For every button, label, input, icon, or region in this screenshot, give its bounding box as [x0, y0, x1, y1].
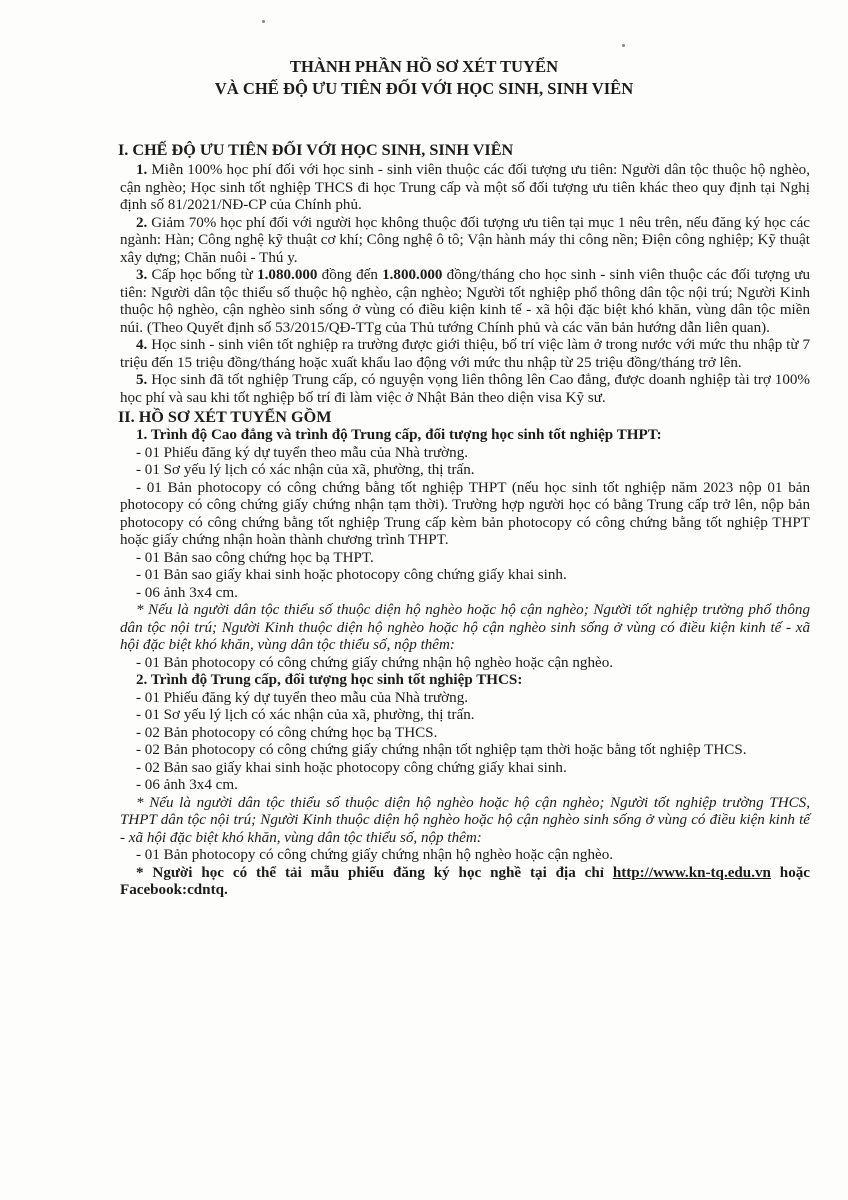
document-header: [0, 56, 848, 100]
item-number: 3.: [136, 267, 148, 283]
list-item: - 01 Bản sao giấy khai sinh hoặc photocopy công chứng giấy khai sinh.: [136, 567, 567, 583]
list-item: - 01 Phiếu đăng ký dự tuyển theo mẫu của Nhà trường.: [136, 689, 469, 706]
section1-item-3: [120, 267, 810, 337]
list-item: - 01 Bản photocopy có công chứng bằng tốt nghiệp THPT (nếu học sinh tốt nghiệp năm 2023 nộp 01 bản photocopy có công chứng giấy chứng nhận tạm thời). Trường hợp người học có bằng Trung cấp trở lên, nộp bản photocopy có công chứng bằng tốt nghiệp Trung cấp kèm bản photocopy có công chứng bằng tốt nghiệp THPT hoặc giấy chứng nhận hoàn thành chương trình THPT.: [120, 479, 810, 548]
list-item: - 01 Bản photocopy có công chứng giấy chứng nhận hộ nghèo hoặc cận nghèo.: [136, 847, 614, 863]
section1-item-5: [120, 372, 810, 407]
download-note: [120, 865, 810, 900]
list-item: - 01 Sơ yếu lý lịch có xác nhận của xã, phường, thị trấn.: [136, 707, 475, 723]
item-number: 2.: [136, 214, 148, 231]
scholarship-min: 1.080.000: [257, 267, 318, 283]
item-number: 5.: [136, 372, 148, 388]
list-item: - 02 Bản sao giấy khai sinh hoặc photocopy công chứng giấy khai sinh.: [136, 759, 567, 776]
list-item: - 01 Bản sao công chứng học bạ THPT.: [136, 549, 374, 566]
list-item: - 01 Phiếu đăng ký dự tuyển theo mẫu của Nhà trường.: [136, 444, 469, 461]
download-note-text: hoặc Facebook:cdntq.: [120, 864, 810, 898]
item-text: Học sinh đã tốt nghiệp Trung cấp, có nguyện vọng liên thông lên Cao đẳng, được doanh nghiệp tài trợ 100% học phí và sau khi tốt nghiệp bố trí đi làm việc ở Nhật Bản theo diện visa Kỹ sư.: [120, 372, 810, 406]
document-title-line1: THÀNH PHẦN HỒ SƠ XÉT TUYỂN: [289, 57, 559, 76]
sub2-note: * Nếu là người dân tộc thiểu số thuộc diện hộ nghèo hoặc hộ cận nghèo; Người tốt nghiệp trường THCS, THPT dân tộc nội trú; Người Kinh thuộc diện hộ nghèo hoặc hộ cận nghèo sinh sống ở vùng có điều kiện kinh tế - xã hội đặc biệt khó khăn, vùng dân tộc thiểu số, nộp thêm:: [120, 794, 810, 846]
section1-item-4: [120, 337, 810, 372]
document-body: [120, 140, 810, 900]
section1-item-1: [120, 162, 810, 215]
section1-heading: I. CHẾ ĐỘ ƯU TIÊN ĐỐI VỚI HỌC SINH, SINH VIÊN: [118, 141, 514, 159]
document-title-line2: VÀ CHẾ ĐỘ ƯU TIÊN ĐỐI VỚI HỌC SINH, SINH VIÊN: [214, 79, 634, 98]
download-note-text: * Người học có thể tải mẫu phiếu đăng ký học nghề tại địa chỉ: [136, 864, 613, 881]
item-text: Cấp học bổng từ: [147, 267, 258, 283]
list-item: - 01 Bản photocopy có công chứng giấy chứng nhận hộ nghèo hoặc cận nghèo.: [136, 654, 614, 671]
website-link[interactable]: http://www.kn-tq.edu.vn: [612, 864, 771, 881]
item-text: Miễn 100% học phí đối với học sinh - sinh viên thuộc các đối tượng ưu tiên: Người dân tộc thuộc hộ nghèo, cận nghèo; Học sinh tốt nghiệp THCS đi học Trung cấp và một số đối tượng ưu tiên khác theo quy định tại Nghị định số 81/2021/NĐ-CP của Chính phủ.: [120, 162, 810, 213]
item-text: đồng đến: [317, 267, 383, 283]
item-text: Giảm 70% học phí đối với người học không thuộc đối tượng ưu tiên tại mục 1 nêu trên, nếu đăng ký học các ngành: Hàn; Công nghệ kỹ thuật cơ khí; Công nghệ ô tô; Vận hành máy thi công nền; Điện công nghiệp; Kỹ thuật xây dựng; Chăn nuôi - Thú y.: [120, 214, 810, 266]
list-item: - 06 ảnh 3x4 cm.: [136, 584, 238, 601]
scholarship-max: 1.800.000: [382, 267, 443, 283]
list-item: - 01 Sơ yếu lý lịch có xác nhận của xã, phường, thị trấn.: [136, 462, 475, 478]
list-item: - 02 Bản photocopy có công chứng giấy chứng nhận tốt nghiệp tạm thời hoặc bằng tốt nghiệp THCS.: [136, 742, 747, 758]
sub2-heading: 2. Trình độ Trung cấp, đối tượng học sinh tốt nghiệp THCS:: [136, 672, 523, 688]
item-number: 4.: [136, 337, 148, 353]
item-number: 1.: [136, 162, 148, 178]
list-item: - 02 Bản photocopy có công chứng học bạ THCS.: [136, 724, 438, 741]
scan-speck: [622, 44, 625, 47]
scan-speck: [262, 20, 265, 23]
section1-item-2: [120, 215, 810, 268]
section2-heading: II. HỒ SƠ XÉT TUYỂN GỒM: [118, 408, 332, 426]
list-item: - 06 ảnh 3x4 cm.: [136, 777, 238, 793]
sub1-note: * Nếu là người dân tộc thiểu số thuộc diện hộ nghèo hoặc hộ cận nghèo; Người tốt nghiệp trường phổ thông dân tộc nội trú; Người Kinh thuộc diện hộ nghèo hoặc hộ cận nghèo sinh sống ở vùng có điều kiện kinh tế - xã hội đặc biệt khó khăn, vùng dân tộc thiểu số, nộp thêm:: [120, 602, 810, 653]
item-text: đồng/tháng cho học sinh - sinh viên thuộc các đối tượng ưu tiên: Người dân tộc thiểu số thuộc hộ nghèo, cận nghèo; Người tốt nghiệp phổ thông dân tộc nội trú; Người Kinh thuộc hộ nghèo, cận nghèo sinh sống ở vùng có điều kiện kinh tế - xã hội đặc biệt khó khăn, vùng dân tộc miền núi. (Theo Quyết định số 53/2015/QĐ-TTg của Thủ tướng Chính phủ và các văn bản hướng dẫn liên quan).: [120, 267, 810, 336]
sub1-heading: 1. Trình độ Cao đẳng và trình độ Trung cấp, đối tượng học sinh tốt nghiệp THPT:: [136, 427, 662, 443]
item-text: Học sinh - sinh viên tốt nghiệp ra trường được giới thiệu, bố trí việc làm ở trong nước với mức thu nhập từ 7 triệu đến 15 triệu đồng/tháng hoặc xuất khẩu lao động với mức thu nhập từ 25 triệu đồng/tháng trở lên.: [120, 337, 810, 371]
